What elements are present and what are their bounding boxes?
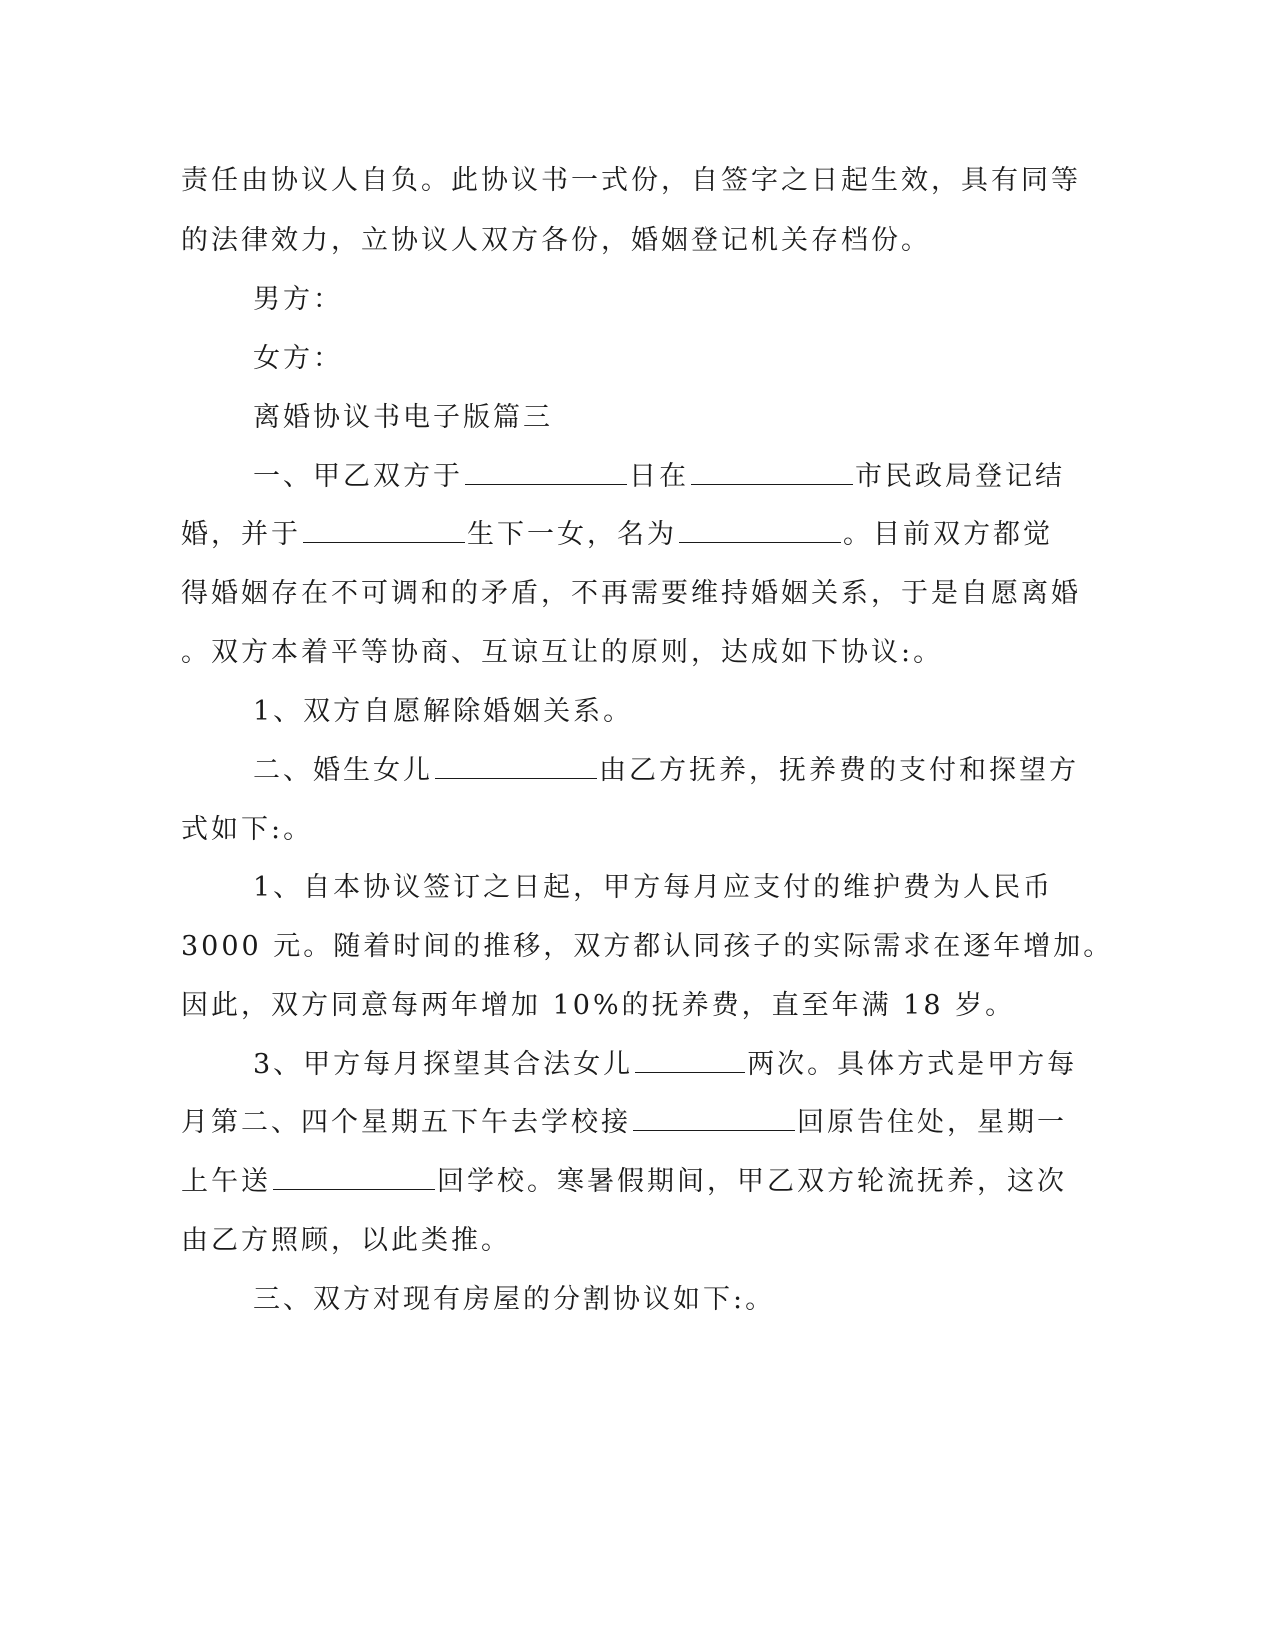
text: 二、婚生女儿 — [253, 755, 433, 786]
text: 得婚姻存在不可调和的矛盾，不再需要维持婚姻关系，于是自愿离婚 — [181, 578, 1081, 609]
fill-in-blank[interactable] — [633, 1108, 795, 1131]
paragraph-line — [181, 988, 1015, 1024]
signature-male — [253, 282, 343, 318]
text: 女方： — [253, 343, 343, 374]
fill-in-blank[interactable] — [435, 756, 597, 779]
paragraph-line — [181, 635, 943, 671]
text: 1、自本协议签订之日起，甲方每月应支付的维护费为人民币 — [253, 872, 1054, 903]
text: 式如下:。 — [181, 814, 314, 845]
text: 3000 元。随着时间的推移，双方都认同孩子的实际需求在逐年增加。 — [181, 931, 1114, 962]
text: 月第二、四个星期五下午去学校接 — [181, 1107, 631, 1138]
paragraph-line — [253, 870, 1053, 906]
text: 。双方本着平等协商、互谅互让的原则，达成如下协议:。 — [181, 637, 944, 668]
text: 上午送 — [181, 1166, 271, 1197]
paragraph-line — [181, 929, 1113, 965]
text: 回学校。寒暑假期间，甲乙双方轮流抚养，这次 — [437, 1166, 1067, 1197]
paragraph-line — [181, 1164, 1067, 1200]
text: 3、甲方每月探望其合法女儿 — [253, 1049, 634, 1080]
fill-in-blank[interactable] — [679, 520, 841, 543]
fill-in-blank[interactable] — [635, 1050, 745, 1073]
fill-in-blank[interactable] — [691, 462, 853, 485]
text: 的法律效力，立协议人双方各份，婚姻登记机关存档份。 — [181, 225, 931, 256]
paragraph-line — [253, 694, 633, 730]
text: 回原告住处，星期一 — [797, 1107, 1067, 1138]
text: 生下一女，名为 — [467, 519, 677, 550]
section-title — [253, 400, 553, 436]
text: 男方： — [253, 284, 343, 315]
paragraph-line — [181, 1223, 511, 1259]
paragraph-line — [253, 1282, 775, 1318]
fill-in-blank[interactable] — [303, 520, 465, 543]
paragraph-line — [253, 1047, 1077, 1083]
text: 日在 — [629, 461, 689, 492]
text: 责任由协议人自负。此协议书一式份，自签字之日起生效，具有同等 — [181, 165, 1081, 196]
text: 。目前双方都觉 — [843, 519, 1053, 550]
paragraph-line — [181, 517, 1053, 553]
fill-in-blank[interactable] — [465, 462, 627, 485]
text: 由乙方抚养，抚养费的支付和探望方 — [599, 755, 1079, 786]
text: 市民政局登记结 — [855, 461, 1065, 492]
paragraph-line — [181, 223, 931, 259]
paragraph-line — [181, 576, 1081, 612]
paragraph-line — [181, 1105, 1067, 1141]
text: 两次。具体方式是甲方每 — [747, 1049, 1078, 1080]
paragraph-line — [253, 459, 1065, 495]
text: 1、双方自愿解除婚姻关系。 — [253, 696, 634, 727]
paragraph-line — [181, 163, 1081, 199]
paragraph-line — [253, 753, 1079, 789]
paragraph-line — [181, 812, 313, 848]
text: 婚，并于 — [181, 519, 301, 550]
text: 因此，双方同意每两年增加 10%的抚养费，直至年满 18 岁。 — [181, 990, 1016, 1021]
text: 三、双方对现有房屋的分割协议如下:。 — [253, 1284, 776, 1315]
fill-in-blank[interactable] — [273, 1167, 435, 1190]
text: 由乙方照顾，以此类推。 — [181, 1225, 511, 1256]
text: 离婚协议书电子版篇三 — [253, 402, 553, 433]
text: 一、甲乙双方于 — [253, 461, 463, 492]
signature-female — [253, 341, 343, 377]
